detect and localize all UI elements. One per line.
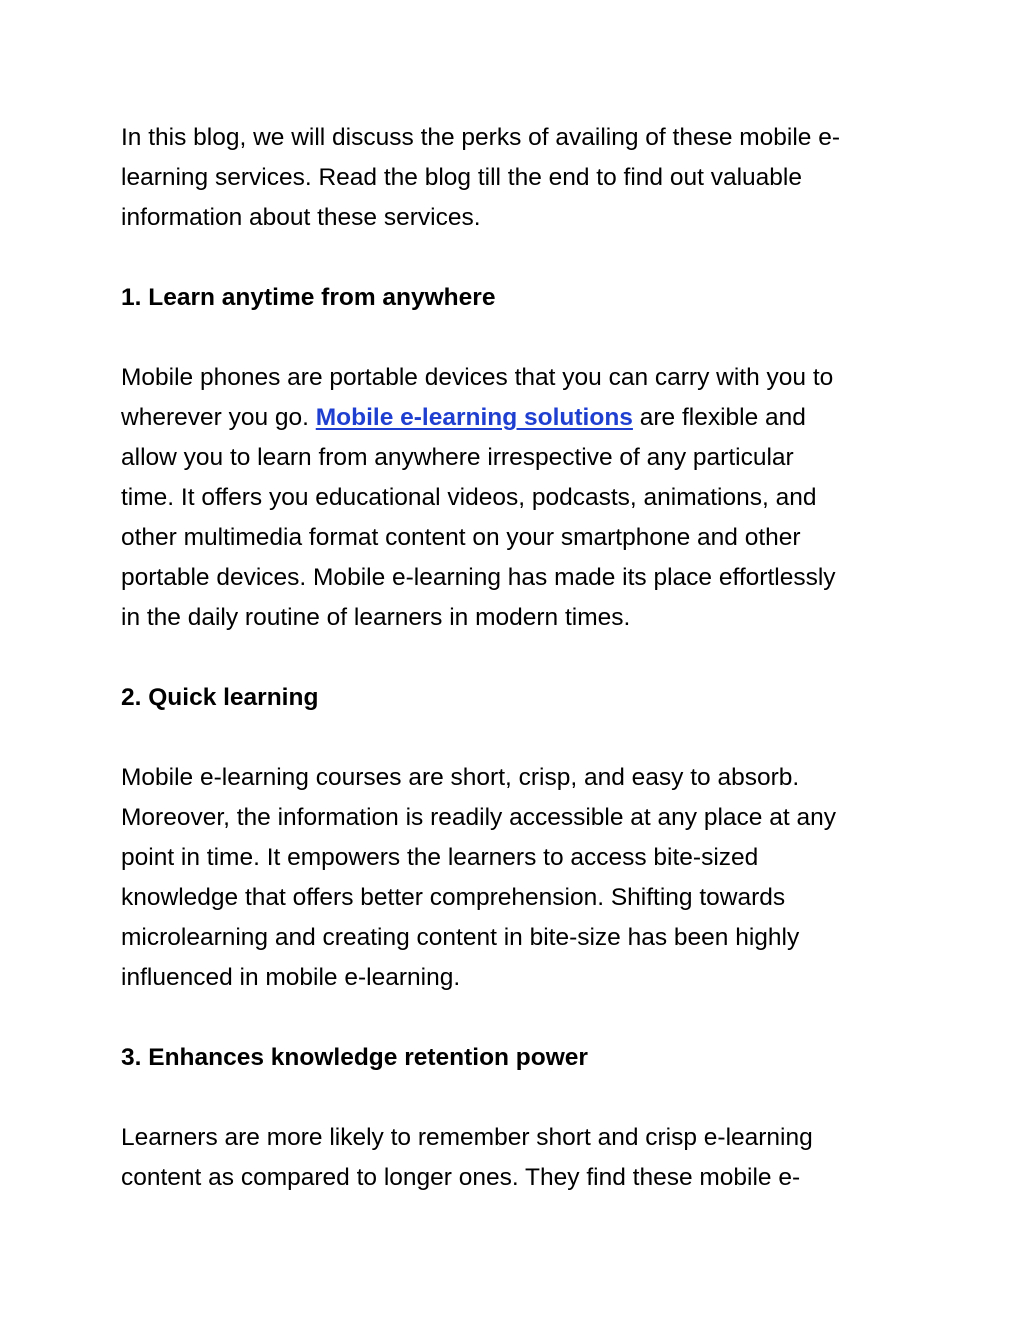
spacer bbox=[121, 638, 901, 678]
section-3-line-2: content as compared to longer ones. They find these mobile e- bbox=[121, 1164, 801, 1191]
spacer bbox=[121, 318, 901, 358]
spacer bbox=[121, 718, 901, 758]
mobile-elearning-solutions-link[interactable]: Mobile e-learning solutions bbox=[315, 404, 633, 431]
section-2-line-4: knowledge that offers better comprehension. Shifting towards bbox=[121, 884, 786, 911]
section-1-line-5: other multimedia format content on your smartphone and other bbox=[121, 524, 801, 551]
section-1-paragraph bbox=[121, 358, 901, 638]
section-1-line-2-after: are flexible and bbox=[632, 404, 806, 431]
intro-paragraph bbox=[121, 118, 901, 238]
section-2-line-2: Moreover, the information is readily accessible at any place at any bbox=[121, 804, 836, 831]
spacer bbox=[121, 238, 901, 278]
section-1-line-3: allow you to learn from anywhere irrespective of any particular bbox=[121, 444, 794, 471]
section-2-paragraph bbox=[121, 758, 901, 998]
section-2-line-3: point in time. It empowers the learners to access bite-sized bbox=[121, 844, 759, 871]
spacer bbox=[121, 1078, 901, 1118]
section-1-line-7: in the daily routine of learners in modern times. bbox=[121, 604, 631, 631]
section-2-line-1: Mobile e-learning courses are short, crisp, and easy to absorb. bbox=[121, 764, 800, 791]
section-1-line-1: Mobile phones are portable devices that you can carry with you to bbox=[121, 364, 834, 391]
section-3-heading: 3. Enhances knowledge retention power bbox=[121, 1044, 588, 1071]
section-1-heading: 1. Learn anytime from anywhere bbox=[121, 284, 496, 311]
section-1-line-4: time. It offers you educational videos, podcasts, animations, and bbox=[121, 484, 817, 511]
intro-line-2: learning services. Read the blog till the end to find out valuable bbox=[121, 164, 802, 191]
section-2-heading: 2. Quick learning bbox=[121, 684, 319, 711]
document-body bbox=[121, 118, 901, 1198]
section-2-line-6: influenced in mobile e-learning. bbox=[121, 964, 461, 991]
section-1-line-6: portable devices. Mobile e-learning has made its place effortlessly bbox=[121, 564, 836, 591]
section-2-line-5: microlearning and creating content in bite-size has been highly bbox=[121, 924, 800, 951]
section-3-line-1: Learners are more likely to remember short and crisp e-learning bbox=[121, 1124, 813, 1151]
intro-line-3: information about these services. bbox=[121, 204, 481, 231]
section-1-line-2-before: wherever you go. bbox=[121, 404, 316, 431]
section-3-paragraph bbox=[121, 1118, 901, 1198]
spacer bbox=[121, 998, 901, 1038]
intro-line-1: In this blog, we will discuss the perks of availing of these mobile e- bbox=[121, 124, 841, 151]
section-1-line-2 bbox=[121, 398, 901, 438]
